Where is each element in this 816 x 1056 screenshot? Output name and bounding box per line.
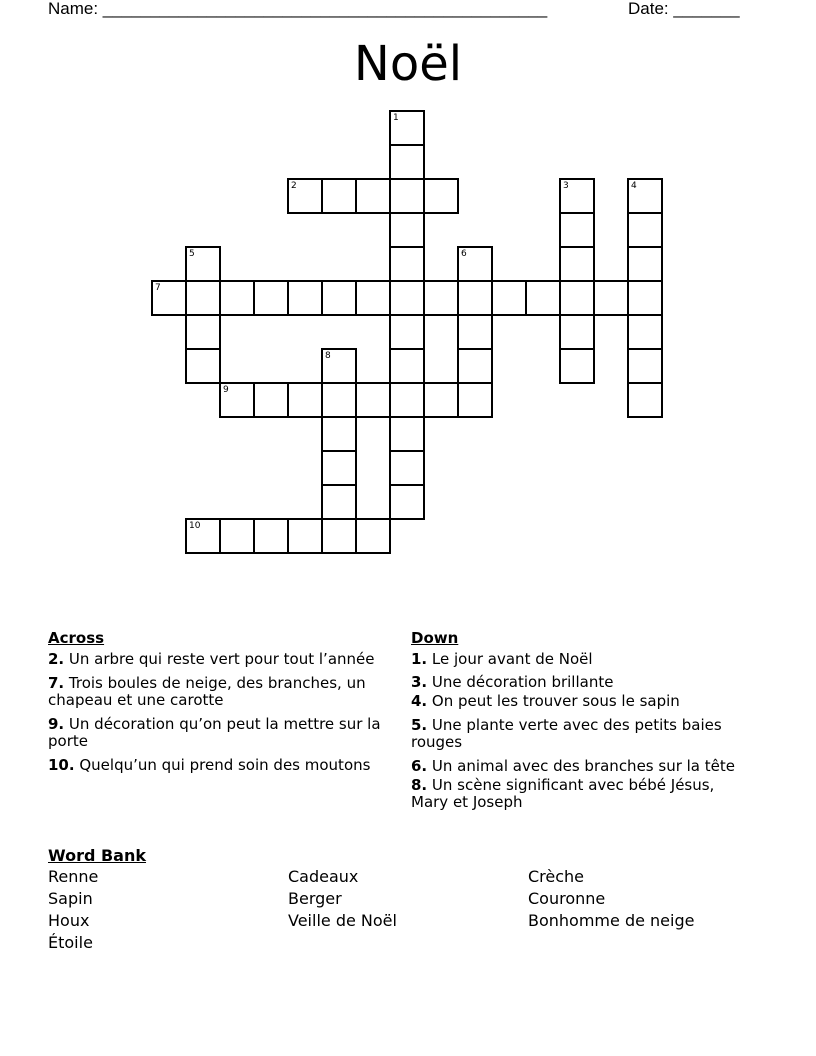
crossword-cell[interactable]: [627, 212, 663, 248]
clue-text: Un décoration qu’on peut la mettre sur la porte: [48, 715, 381, 750]
crossword-cell[interactable]: [389, 212, 425, 248]
down-heading: Down: [411, 629, 459, 647]
crossword-cell[interactable]: [321, 484, 357, 520]
page-title: Noël: [353, 36, 463, 92]
crossword-cell[interactable]: [389, 348, 425, 384]
crossword-cell[interactable]: [151, 280, 187, 316]
crossword-cell[interactable]: [389, 110, 425, 146]
clue-text: Le jour avant de Noël: [431, 650, 593, 668]
across-clue: [48, 716, 386, 750]
clue-number-label: 2: [291, 181, 297, 191]
across-clues: [48, 630, 386, 781]
down-clue: [411, 717, 756, 751]
clue-text: Un scène significant avec bébé Jésus, Mary et Joseph: [411, 776, 715, 811]
down-clue: [411, 651, 756, 668]
word-bank-item: Houx: [48, 911, 90, 930]
clue-text: Un animal avec des branches sur la tête: [431, 757, 735, 775]
crossword-cell[interactable]: [627, 280, 663, 316]
crossword-cell[interactable]: [491, 280, 527, 316]
date-field-label: Date: _______: [628, 0, 740, 18]
crossword-cell[interactable]: [559, 280, 595, 316]
word-bank-item: Berger: [288, 889, 342, 908]
crossword-cell[interactable]: [457, 348, 493, 384]
clue-text: Quelqu’un qui prend soin des moutons: [79, 756, 371, 774]
crossword-cell[interactable]: [423, 280, 459, 316]
clue-text: Trois boules de neige, des branches, un chapeau et une carotte: [48, 674, 366, 709]
crossword-cell[interactable]: [525, 280, 561, 316]
crossword-cell[interactable]: [389, 484, 425, 520]
crossword-cell[interactable]: [185, 246, 221, 282]
clue-number-label: 5: [189, 249, 195, 259]
crossword-cell[interactable]: [321, 348, 357, 384]
crossword-cell[interactable]: [185, 280, 221, 316]
crossword-cell[interactable]: [321, 450, 357, 486]
crossword-cell[interactable]: [627, 314, 663, 350]
crossword-cell[interactable]: [219, 518, 255, 554]
crossword-cell[interactable]: [389, 144, 425, 180]
name-field-label: Name: _______________________________________________: [48, 0, 548, 18]
clue-number-label: 3: [563, 181, 569, 191]
clue-number: 2.: [48, 650, 65, 668]
crossword-cell[interactable]: [253, 382, 289, 418]
down-clue: [411, 693, 756, 710]
word-bank-list: [48, 868, 768, 952]
across-clue: [48, 757, 386, 774]
crossword-cell[interactable]: [185, 518, 221, 554]
crossword-cell[interactable]: [423, 178, 459, 214]
clue-text: Une plante verte avec des petits baies rouges: [411, 716, 722, 751]
crossword-cell[interactable]: [321, 178, 357, 214]
clue-number-label: 8: [325, 351, 331, 361]
word-bank-item: Sapin: [48, 889, 93, 908]
crossword-cell[interactable]: [593, 280, 629, 316]
crossword-cell[interactable]: [627, 348, 663, 384]
crossword-cell[interactable]: [287, 280, 323, 316]
crossword-cell[interactable]: [389, 450, 425, 486]
crossword-cell[interactable]: [559, 246, 595, 282]
crossword-cell[interactable]: [321, 416, 357, 452]
word-bank-item: Veille de Noël: [288, 911, 397, 930]
crossword-cell[interactable]: [457, 246, 493, 282]
down-clue: [411, 674, 756, 691]
crossword-cell[interactable]: [389, 178, 425, 214]
crossword-cell[interactable]: [627, 178, 663, 214]
crossword-cell[interactable]: [355, 280, 391, 316]
word-bank-item: Cadeaux: [288, 867, 359, 886]
clue-number-label: 4: [631, 181, 637, 191]
clue-number-label: 10: [189, 521, 201, 531]
crossword-cell[interactable]: [457, 382, 493, 418]
crossword-cell[interactable]: [559, 178, 595, 214]
crossword-cell[interactable]: [321, 382, 357, 418]
crossword-cell[interactable]: [185, 314, 221, 350]
crossword-cell[interactable]: [185, 348, 221, 384]
crossword-cell[interactable]: [219, 382, 255, 418]
crossword-cell[interactable]: [355, 178, 391, 214]
crossword-cell[interactable]: [389, 416, 425, 452]
clue-number: 3.: [411, 673, 428, 691]
crossword-cell[interactable]: [253, 280, 289, 316]
clue-text: Un arbre qui reste vert pour tout l’année: [68, 650, 375, 668]
word-bank-item: Étoile: [48, 933, 93, 952]
clue-number: 9.: [48, 715, 65, 733]
clue-text: Une décoration brillante: [431, 673, 614, 691]
crossword-cell[interactable]: [457, 280, 493, 316]
clue-number-label: 1: [393, 113, 399, 123]
clue-number-label: 9: [223, 385, 229, 395]
clue-number: 7.: [48, 674, 65, 692]
crossword-cell[interactable]: [219, 280, 255, 316]
across-clue: [48, 675, 386, 709]
crossword-cell[interactable]: [389, 280, 425, 316]
clue-number: 5.: [411, 716, 428, 734]
crossword-cell[interactable]: [287, 518, 323, 554]
crossword-cell[interactable]: [559, 348, 595, 384]
word-bank-item: Bonhomme de neige: [528, 911, 695, 930]
clue-number: 4.: [411, 692, 428, 710]
word-bank-heading: Word Bank: [48, 846, 147, 865]
clue-text: On peut les trouver sous le sapin: [431, 692, 680, 710]
crossword-cell[interactable]: [287, 178, 323, 214]
clue-number: 6.: [411, 757, 428, 775]
across-heading: Across: [48, 629, 105, 647]
clue-number: 8.: [411, 776, 428, 794]
word-bank-item: Couronne: [528, 889, 606, 908]
word-bank: [48, 846, 768, 952]
crossword-cell[interactable]: [559, 212, 595, 248]
crossword-cell[interactable]: [355, 518, 391, 554]
crossword-cell[interactable]: [321, 518, 357, 554]
crossword-cell[interactable]: [389, 314, 425, 350]
crossword-cell[interactable]: [627, 382, 663, 418]
crossword-cell[interactable]: [389, 382, 425, 418]
down-clue: [411, 777, 756, 811]
clue-number: 10.: [48, 756, 75, 774]
crossword-cell[interactable]: [389, 246, 425, 282]
down-clues: [411, 630, 756, 818]
word-bank-item: Crèche: [528, 867, 585, 886]
crossword-cell[interactable]: [253, 518, 289, 554]
crossword-cell[interactable]: [627, 246, 663, 282]
crossword-cell[interactable]: [423, 382, 459, 418]
down-clue: [411, 758, 756, 775]
crossword-cell[interactable]: [287, 382, 323, 418]
crossword-cell[interactable]: [321, 280, 357, 316]
word-bank-item: Renne: [48, 867, 99, 886]
clue-number-label: 7: [155, 283, 161, 293]
across-clue: [48, 651, 386, 668]
clue-number: 1.: [411, 650, 428, 668]
crossword-cell[interactable]: [559, 314, 595, 350]
clue-number-label: 6: [461, 249, 467, 259]
crossword-cell[interactable]: [355, 382, 391, 418]
crossword-cell[interactable]: [457, 314, 493, 350]
